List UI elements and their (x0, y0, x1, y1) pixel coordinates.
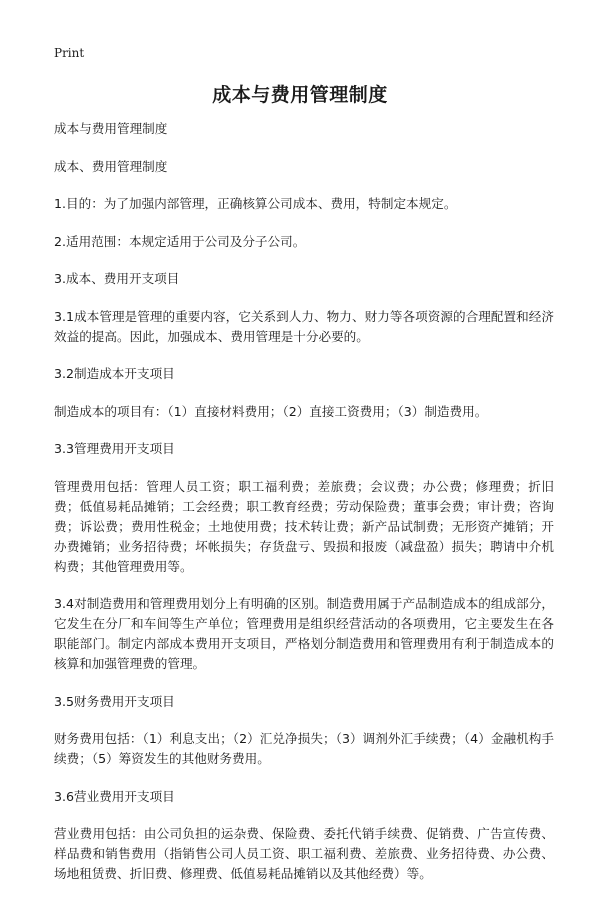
document-title: 成本与费用管理制度 (212, 84, 388, 106)
print-link[interactable]: Print (54, 46, 85, 60)
document-body (54, 119, 554, 902)
section-heading: 3.成本、费用开支项目 (54, 271, 180, 286)
paragraph: 财务费用包括：（1）利息支出；（2）汇兑净损失；（3）调剂外汇手续费；（4）金融机构手续费；（5）筹资发生的其他财务费用。 (54, 731, 554, 766)
paragraph: 营业费用包括：由公司负担的运杂费、保险费、委托代销手续费、促销费、广告宣传费、样品费和销售费用（指销售公司人员工资、职工福利费、差旅费、业务招待费、办公费、场地租赁费、折旧费、修理费、低值易耗品摊销以及其他经费）等。 (54, 826, 554, 881)
section-heading: 3.3管理费用开支项目 (54, 441, 175, 456)
paragraph: 成本与费用管理制度 (54, 121, 168, 136)
section-heading: 3.2制造成本开支项目 (54, 366, 175, 381)
paragraph: 3.4对制造费用和管理费用划分上有明确的区别。制造费用属于产品制造成本的组成部分，它发生在分厂和车间等生产单位；管理费用是组织经营活动的各项费用，它主要发生在各职能部门。制定内部成本费用开支项目，严格划分制造费用和管理费用有利于制造成本的核算和加强管理费的管理。 (54, 596, 554, 671)
section-heading: 3.5财务费用开支项目 (54, 693, 175, 709)
paragraph: 3.1成本管理是管理的重要内容，它关系到人力、物力、财力等各项资源的合理配置和经济效益的提高。因此，加强成本、费用管理是十分必要的。 (54, 308, 554, 344)
paragraph: 成本、费用管理制度 (54, 158, 168, 174)
paragraph: 制造成本的项目有：（1）直接材料费用；（2）直接工资费用；（3）制造费用。 (54, 403, 488, 419)
paragraph: 2.适用范围：本规定适用于公司及分子公司。 (54, 233, 306, 249)
paragraph: 管理费用包括：管理人员工资；职工福利费；差旅费；会议费；办公费；修理费；折旧费；低值易耗品摊销；工会经费；职工教育经费；劳动保险费；董事会费；审计费；咨询费；诉讼费；费用性税金；土地使用费；技术转让费；新产品试制费；无形资产摊销；开办费摊销；业务招待费；坏帐损失；存货盘亏、毁损和报废（减盘盈）损失；聘请中介机构费；其他管理费用等。 (54, 478, 554, 574)
section-heading: 3.6营业费用开支项目 (54, 788, 175, 804)
paragraph: 1.目的：为了加强内部管理，正确核算公司成本、费用，特制定本规定。 (54, 196, 457, 211)
